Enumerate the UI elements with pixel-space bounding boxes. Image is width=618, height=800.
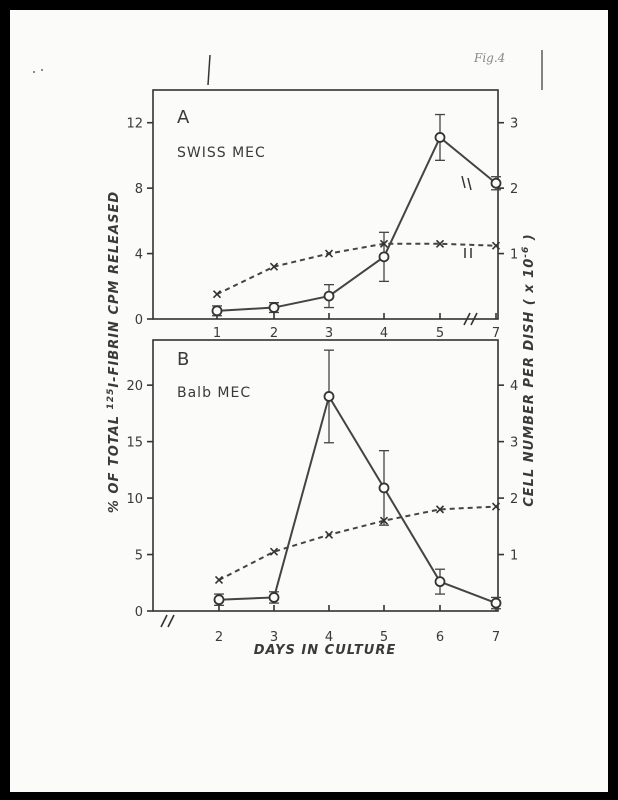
series-line-dashed: [217, 244, 496, 294]
stray-mark: [41, 69, 43, 71]
panel-b-label: B: [177, 349, 190, 370]
y-tick-label-left: 8: [134, 182, 143, 198]
data-point-circle: [492, 179, 501, 188]
panel-a-label: A: [177, 107, 190, 128]
data-point-circle: [270, 593, 279, 602]
y-tick-label-left: 10: [126, 492, 143, 508]
x-tick-label: 3: [269, 630, 279, 645]
line-break-mark: [462, 176, 465, 188]
y-tick-label-right: 4: [510, 379, 519, 395]
data-point-circle: [215, 595, 224, 604]
data-point-circle: [325, 292, 334, 301]
y-tick-label-left: 15: [126, 435, 143, 451]
y-tick-label-right: 2: [510, 492, 519, 508]
pen-mark: [208, 55, 210, 85]
x-tick-label: 6: [435, 630, 445, 645]
y-tick-label-right: 3: [510, 435, 519, 451]
axis-break-mark: [168, 615, 174, 627]
y-tick-label-left: 0: [134, 605, 143, 620]
y-tick-label-right: 1: [510, 247, 519, 263]
data-point-circle: [436, 133, 445, 142]
panel-a-subtitle: SWISS MEC: [177, 145, 266, 161]
x-tick-label: 3: [324, 326, 334, 341]
document-page: [10, 10, 608, 792]
x-tick-label: 5: [435, 326, 445, 341]
y-tick-label-left: 0: [134, 313, 143, 328]
series-line-solid: [217, 137, 496, 310]
panel-b-subtitle: Balb MEC: [177, 385, 252, 401]
x-tick-label: 7: [491, 326, 501, 341]
x-tick-label: 7: [491, 630, 501, 645]
data-point-circle: [436, 577, 445, 586]
figure-annotation: Fig.4: [474, 51, 506, 65]
x-tick-label: 4: [324, 630, 334, 645]
x-tick-label: 2: [269, 326, 279, 341]
stray-mark: [33, 71, 35, 73]
panel-b-frame: [153, 340, 498, 611]
data-point-circle: [270, 303, 279, 312]
x-tick-label: 1: [212, 326, 222, 341]
y-tick-label-right: 2: [510, 182, 519, 198]
axis-break-mark: [161, 615, 167, 627]
y-tick-label-left: 20: [126, 379, 143, 395]
line-break-mark: [468, 178, 471, 190]
x-tick-label: 4: [379, 326, 389, 341]
data-point-x: [214, 291, 221, 298]
y-tick-label-right: 1: [510, 548, 519, 564]
series-line-solid: [219, 396, 496, 603]
data-point-circle: [380, 483, 389, 492]
data-point-circle: [380, 252, 389, 261]
data-point-x: [216, 576, 223, 583]
data-point-circle: [492, 599, 501, 608]
y-axis-label-right: CELL NUMBER PER DISH ( x $10^{-6}$ ): [521, 233, 537, 507]
y-tick-label-left: 4: [134, 247, 143, 263]
y-tick-label-left: 5: [134, 548, 143, 564]
series-line-dashed: [219, 507, 496, 580]
y-tick-label-right: 3: [510, 116, 519, 132]
data-point-circle: [325, 392, 334, 401]
x-tick-label: 5: [379, 630, 389, 645]
y-axis-label-left: % OF TOTAL $^{125}$I-FIBRIN CPM RELEASED: [106, 190, 122, 514]
figure: [10, 10, 608, 792]
x-axis-label: DAYS IN CULTURE: [253, 643, 397, 658]
y-tick-label-left: 12: [126, 116, 143, 132]
data-point-circle: [213, 306, 222, 315]
x-tick-label: 2: [214, 630, 224, 645]
